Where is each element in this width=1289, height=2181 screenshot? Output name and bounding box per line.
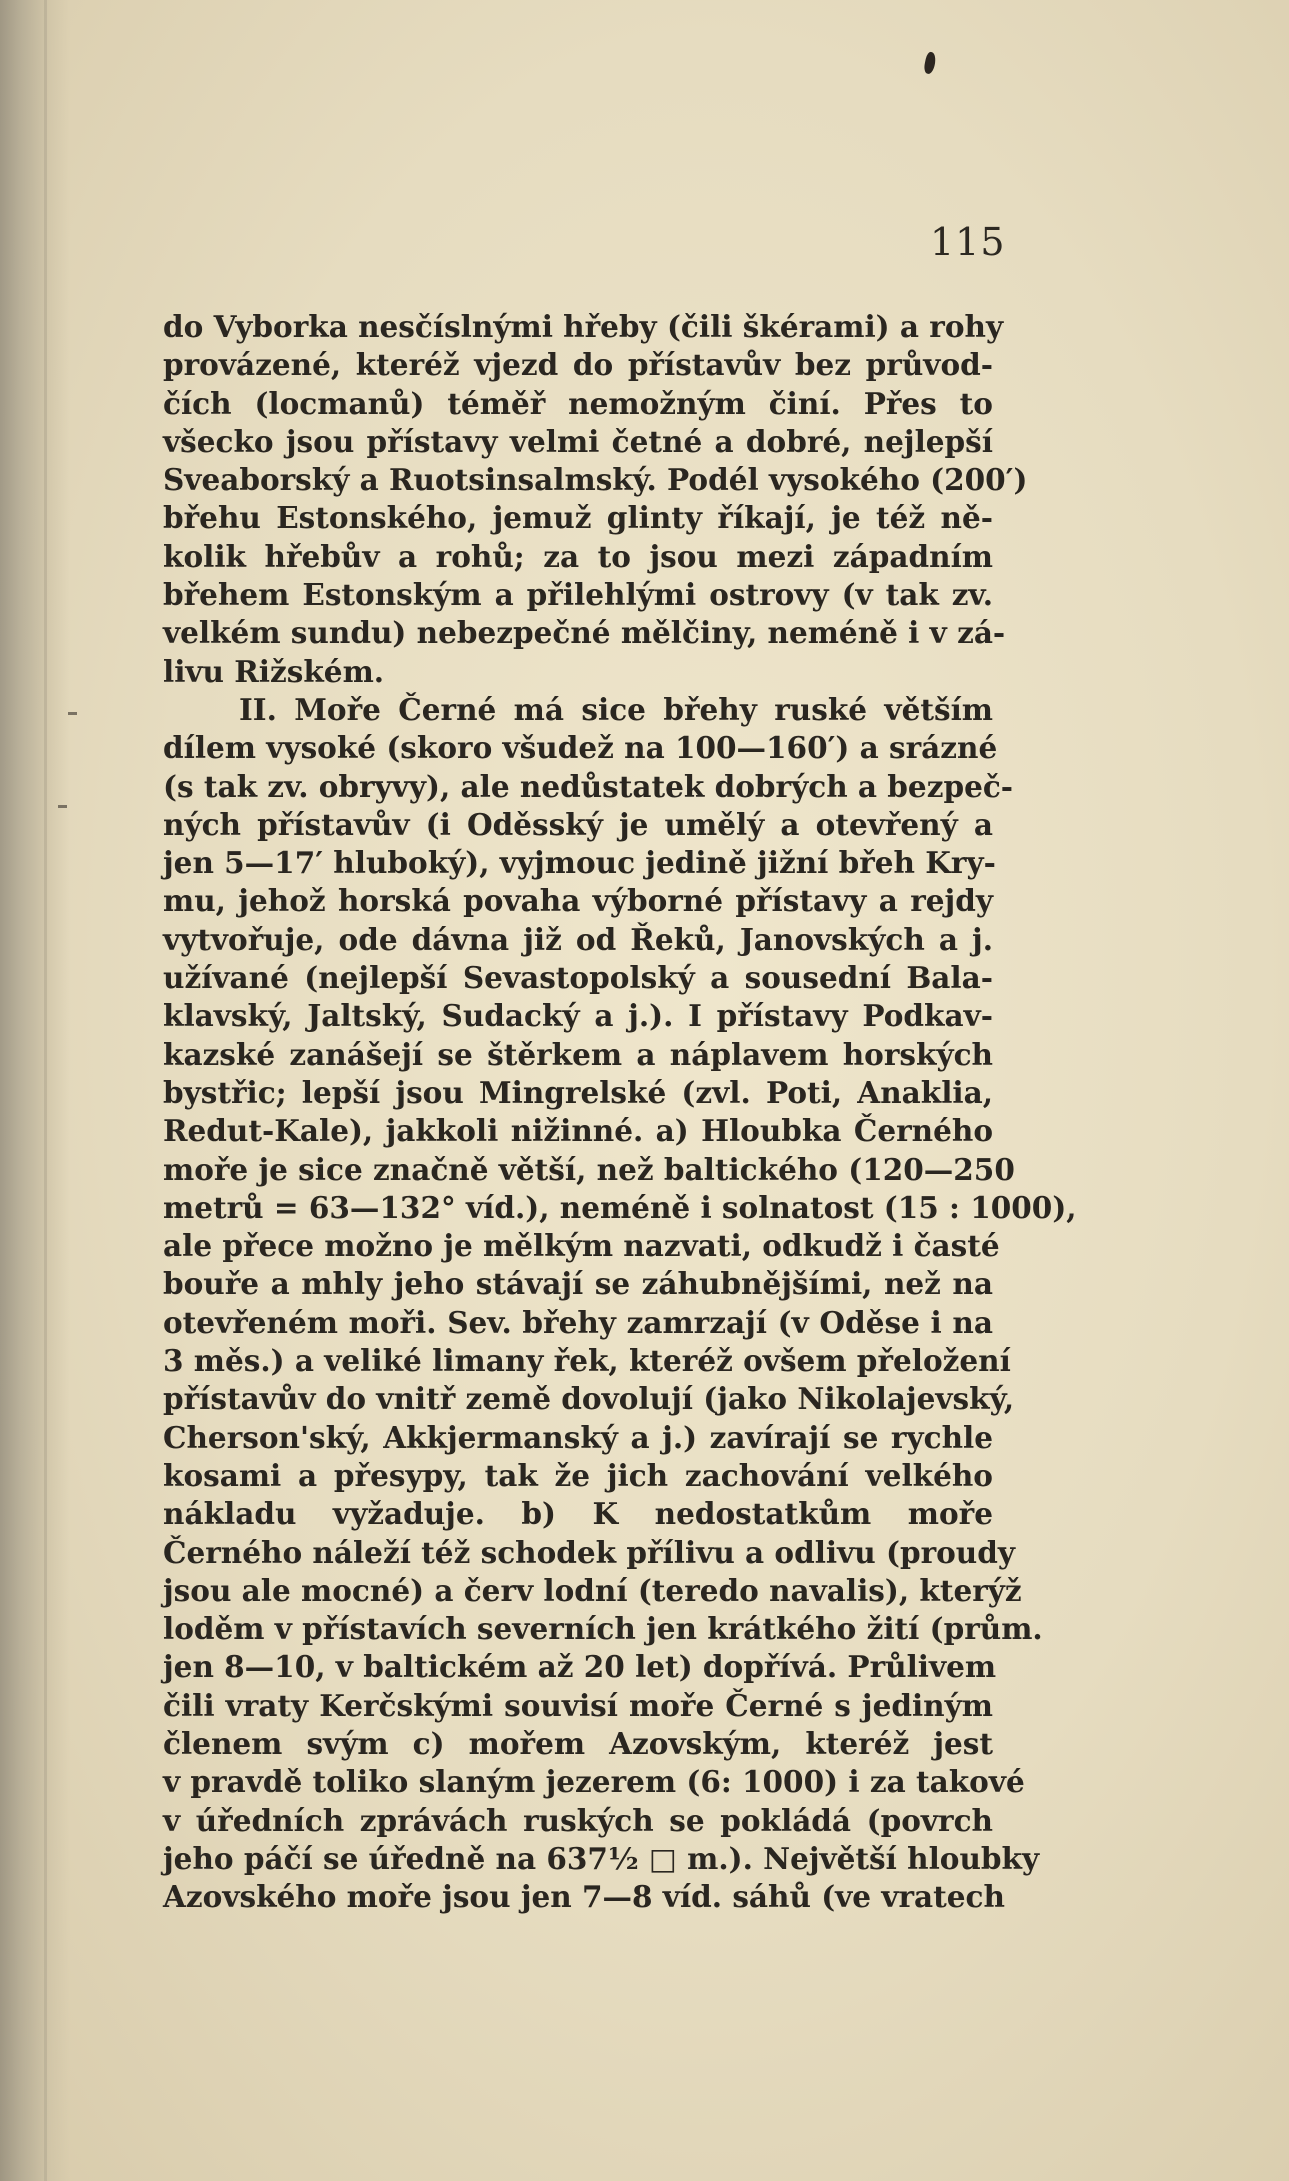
body-text	[163, 308, 1077, 1916]
text-line: bystřic; lepší jsou Mingrelské (zvl. Poti, Anaklia,	[163, 1074, 993, 1110]
text-line: dílem vysoké (skoro všudež na 100—160′) a srázné	[163, 730, 998, 766]
text-line: kazské zanášejí se štěrkem a náplavem horských	[163, 1036, 993, 1072]
margin-mark	[68, 712, 77, 715]
text-line: nákladu vyžaduje. b) K nedostatkům moře	[163, 1496, 993, 1532]
text-line: vytvořuje, ode dávna již od Řeků, Janovských a j.	[163, 921, 993, 957]
text-line: Cherson'ský, Akkjermanský a j.) zavírají se rychle	[163, 1419, 993, 1455]
text-line: (s tak zv. obryvy), ale nedůstatek dobrých a bezpeč-	[163, 768, 1014, 804]
text-line: ných přístavův (i Oděsský je umělý a otevřený a	[163, 806, 993, 842]
text-line: jen 5—17′ hluboký), vyjmouc jedině jižní břeh Kry-	[163, 845, 996, 881]
text-line: mu, jehož horská povaha výborné přístavy a rejdy	[163, 883, 993, 919]
text-line: kosami a přesypy, tak že jich zachování velkého	[163, 1457, 993, 1493]
text-line: členem svým c) mořem Azovským, kteréž jest	[163, 1725, 993, 1761]
text-line: jen 8—10, v baltickém až 20 let) dopřívá. Průlivem	[163, 1649, 997, 1685]
text-line: Černého náleží též schodek přílivu a odlivu (proudy	[163, 1534, 1016, 1570]
text-line: do Vyborka nesčíslnými hřeby (čili škérami) a rohy	[163, 309, 1004, 344]
text-line: Sveaborský a Ruotsinsalmský. Podél vysokého (200′)	[163, 462, 1028, 498]
text-line: čili vraty Kerčskými souvisí moře Černé s jediným	[163, 1687, 993, 1723]
text-line: břehem Estonským a přilehlými ostrovy (v tak zv.	[163, 577, 993, 613]
text-line: bouře a mhly jeho stávají se záhubnějšími, než na	[163, 1266, 993, 1302]
margin-mark	[58, 805, 67, 808]
text-line: všecko jsou přístavy velmi četné a dobré, nejlepší	[163, 423, 993, 459]
text-line: jsou ale mocné) a červ lodní (teredo navalis), kterýž	[163, 1572, 1022, 1608]
text-line: v pravdě toliko slaným jezerem (6: 1000) i za takové	[163, 1764, 1025, 1800]
text-line: užívané (nejlepší Sevastopolský a sousední Bala-	[163, 960, 993, 996]
text-line: velkém sundu) nebezpečné mělčiny, neméně i v zá-	[163, 615, 1006, 651]
text-line: kolik hřebův a rohů; za to jsou mezi západním	[163, 538, 993, 574]
binding-shadow	[0, 0, 70, 2181]
text-line: břehu Estonského, jemuž glinty říkají, je též ně-	[163, 500, 993, 536]
text-line: Redut-Kale), jakkoli nižinné. a) Hloubka Černého	[163, 1113, 993, 1149]
text-line: 3 měs.) a veliké limany řek, kteréž ovšem přeložení	[163, 1343, 1011, 1379]
text-line: v úředních zprávách ruských se pokládá (povrch	[163, 1802, 993, 1838]
text-line: otevřeném moři. Sev. břehy zamrzají (v Oděse i na	[163, 1304, 993, 1340]
gutter-line	[44, 0, 47, 2181]
text-line: metrů = 63—132° víd.), neméně i solnatost (15 : 1000),	[163, 1189, 1077, 1225]
ink-mark	[923, 51, 937, 75]
page-number: 115	[930, 220, 1006, 264]
text-line: loděm v přístavích severních jen krátkého žití (prům.	[163, 1611, 1043, 1647]
text-line: Azovského moře jsou jen 7—8 víd. sáhů (ve vratech	[163, 1879, 1005, 1915]
text-line: moře je sice značně větší, než baltického (120—250	[163, 1151, 1015, 1187]
text-line: čích (locmanů) téměř nemožným činí. Přes to	[163, 385, 993, 421]
text-line: přístavův do vnitř země dovolují (jako Nikolajevský,	[163, 1381, 1015, 1417]
text-line: jeho páčí se úředně na 637½ □ m.). Největší hloubky	[163, 1840, 1040, 1876]
text-line: provázené, kteréž vjezd do přístavův bez průvod-	[163, 347, 993, 383]
text-line: klavský, Jaltský, Sudacký a j.). I přístavy Podkav-	[163, 998, 993, 1034]
section-heading-line: II. Moře Černé má sice břehy ruské větším	[239, 691, 993, 727]
text-line: ale přece možno je mělkým nazvati, odkudž i časté	[163, 1228, 1000, 1264]
text-line: livu Rižském.	[163, 653, 385, 689]
